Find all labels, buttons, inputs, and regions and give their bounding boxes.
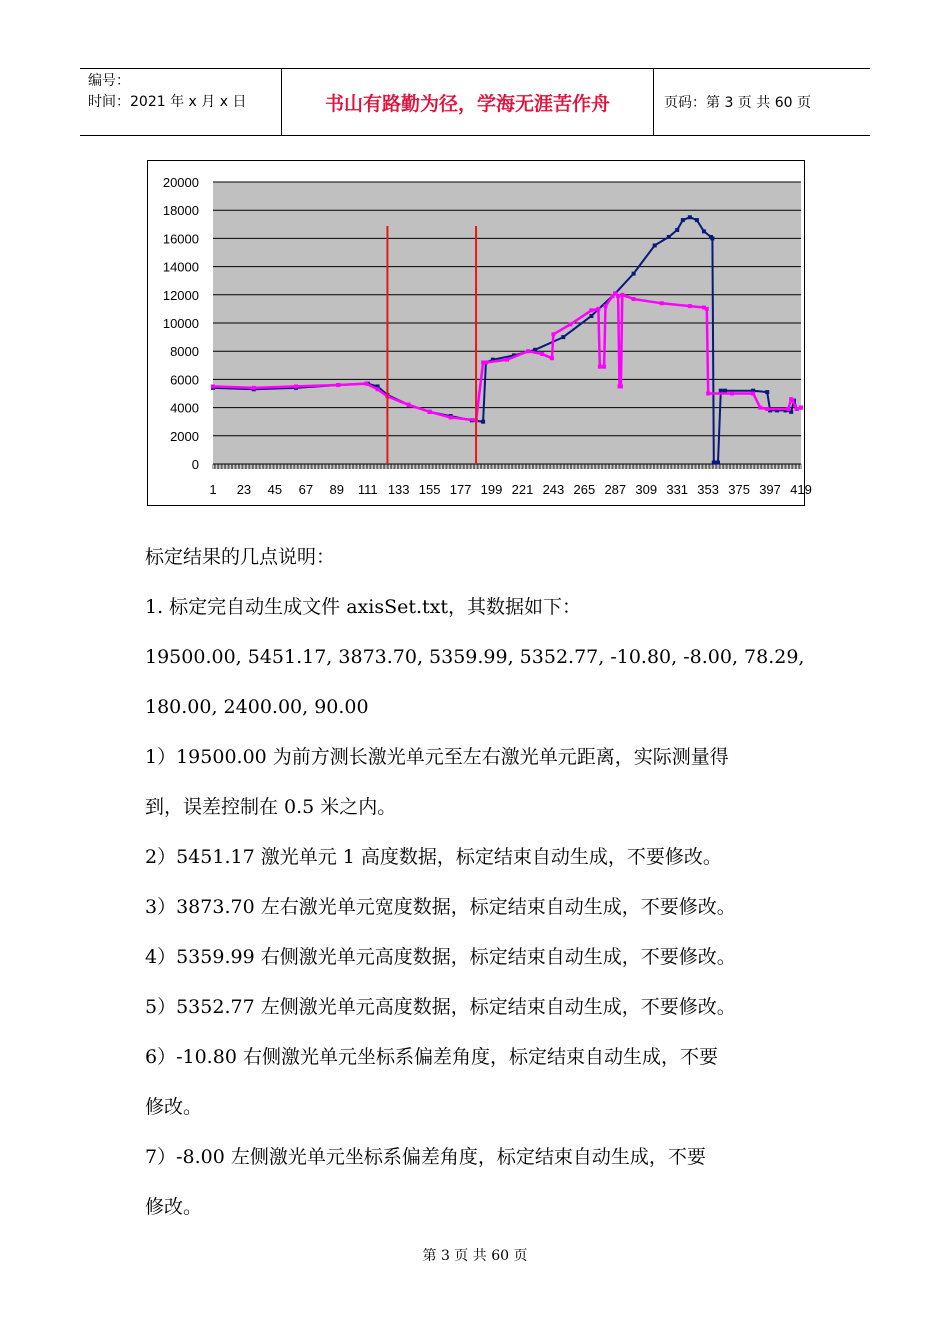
- series-point-1: [765, 390, 769, 394]
- y-tick-label: 0: [191, 457, 199, 472]
- paragraph-item-4: 4）5359.99 右侧激光单元高度数据，标定结束自动生成，不要修改。: [145, 946, 736, 968]
- series-point-1: [653, 243, 657, 247]
- series-point-1: [723, 389, 727, 393]
- series-point-1: [716, 461, 720, 465]
- series-point-2: [603, 304, 607, 308]
- series-point-2: [252, 386, 256, 390]
- paragraph-item-3: 3）3873.70 左右激光单元宽度数据，标定结束自动生成，不要修改。: [145, 896, 736, 918]
- series-point-1: [688, 215, 692, 219]
- x-tick-label: 23: [236, 482, 252, 497]
- series-point-2: [602, 365, 606, 369]
- x-tick-label: 265: [573, 482, 596, 497]
- x-tick-label: 287: [604, 482, 627, 497]
- y-tick-label: 20000: [162, 175, 199, 190]
- series-point-2: [589, 308, 593, 312]
- series-point-2: [616, 294, 620, 298]
- series-point-2: [376, 387, 380, 391]
- paragraph-item-1-cont: 到，误差控制在 0.5 米之内。: [145, 796, 397, 818]
- paragraph-item-5: 5）5352.77 左侧激光单元高度数据，标定结束自动生成，不要修改。: [145, 996, 736, 1018]
- y-tick-label: 8000: [170, 344, 199, 360]
- series-point-2: [449, 415, 453, 419]
- header-meta: [80, 69, 282, 135]
- paragraph-item-6-cont: 修改。: [145, 1096, 203, 1118]
- series-point-2: [751, 392, 755, 396]
- series-point-1: [561, 335, 565, 339]
- y-tick-label: 6000: [170, 372, 199, 388]
- y-tick-label: 16000: [162, 231, 199, 247]
- series-point-1: [675, 228, 679, 232]
- series-point-2: [791, 399, 795, 403]
- paragraph-item-1: 1）19500.00 为前方测长激光单元至左右激光单元距离，实际测量得: [145, 746, 729, 768]
- paragraph-values-1: 19500.00, 5451.17, 3873.70, 5359.99, 5352.77, -10.80, -8.00, 78.29,: [145, 646, 805, 668]
- header-page-info: 页码：第 3 页 共 60 页: [664, 95, 811, 111]
- x-tick-label: 177: [449, 482, 472, 497]
- series-point-2: [568, 322, 572, 326]
- series-point-2: [758, 406, 762, 410]
- y-tick-label: 12000: [162, 287, 199, 303]
- series-point-2: [550, 356, 554, 360]
- series-point-2: [505, 358, 509, 362]
- paragraph-item-2: 2）5451.17 激光单元 1 高度数据，标定结束自动生成，不要修改。: [145, 846, 722, 868]
- series-point-2: [799, 406, 803, 410]
- series-point-2: [428, 410, 432, 414]
- series-point-2: [364, 382, 368, 386]
- series-point-2: [551, 332, 555, 336]
- x-tick-label: 331: [666, 482, 689, 497]
- series-point-2: [795, 407, 799, 411]
- series-point-1: [632, 272, 636, 276]
- x-tick-label: 243: [542, 482, 565, 497]
- y-tick-label: 4000: [170, 400, 199, 416]
- series-point-2: [705, 307, 709, 311]
- x-tick-label: 221: [511, 482, 534, 497]
- x-tick-label: 375: [728, 482, 750, 497]
- series-point-1: [589, 314, 593, 318]
- series-point-2: [620, 293, 624, 297]
- paragraph-item-7-cont: 修改。: [145, 1196, 203, 1218]
- x-axis-ticks: [213, 464, 801, 469]
- paragraph-file: 1. 标定完自动生成文件 axisSet.txt，其数据如下：: [145, 596, 581, 618]
- series-point-2: [294, 384, 298, 388]
- series-point-2: [632, 297, 636, 301]
- x-tick-label: 89: [329, 482, 345, 497]
- y-tick-label: 2000: [170, 428, 199, 444]
- series-point-1: [681, 218, 685, 222]
- series-point-2: [211, 384, 215, 388]
- x-tick-label: 199: [480, 482, 503, 497]
- series-point-2: [596, 307, 600, 311]
- series-point-2: [706, 392, 710, 396]
- y-tick-label: 18000: [162, 203, 199, 219]
- series-point-1: [702, 229, 706, 233]
- series-point-2: [540, 352, 544, 356]
- x-tick-label: 309: [635, 482, 658, 497]
- page-header: [80, 68, 870, 136]
- x-tick-label: 133: [387, 482, 410, 497]
- calibration-chart: [147, 160, 812, 506]
- header-motto: 书山有路勤为径，学海无涯苦作舟: [282, 69, 654, 135]
- paragraph-item-6: 6）-10.80 右侧激光单元坐标系偏差角度，标定结束自动生成，不要: [145, 1046, 718, 1068]
- series-point-2: [765, 407, 769, 411]
- paragraph-intro: 标定结果的几点说明：: [145, 546, 336, 568]
- chart-svg: [148, 161, 812, 505]
- page-footer: 第 3 页 共 60 页: [422, 1248, 528, 1264]
- series-point-2: [730, 392, 734, 396]
- x-tick-label: 353: [697, 482, 720, 497]
- x-tick-label: 45: [267, 482, 283, 497]
- header-date: 时间：2021 年 x 月 x 日: [88, 94, 247, 110]
- series-point-1: [695, 218, 699, 222]
- x-tick-label: 155: [418, 482, 441, 497]
- series-point-2: [786, 407, 790, 411]
- series-point-1: [667, 235, 671, 239]
- series-point-1: [481, 420, 485, 424]
- series-point-2: [619, 384, 623, 388]
- header-number: 编号：: [88, 73, 130, 89]
- series-point-2: [598, 365, 602, 369]
- series-point-2: [660, 301, 664, 305]
- series-point-2: [688, 304, 692, 308]
- x-tick-label: 419: [790, 482, 812, 497]
- x-tick-label: 67: [298, 482, 314, 497]
- paragraph-item-7: 7）-8.00 左侧激光单元坐标系偏差角度，标定结束自动生成，不要: [145, 1146, 706, 1168]
- series-point-2: [407, 403, 411, 407]
- x-tick-label: 397: [759, 482, 781, 497]
- x-tick-label: 1: [209, 482, 217, 497]
- series-point-2: [336, 383, 340, 387]
- x-tick-label: 111: [357, 482, 378, 497]
- paragraph-values-2: 180.00, 2400.00, 90.00: [145, 696, 369, 718]
- series-point-2: [484, 360, 488, 364]
- y-tick-label: 10000: [162, 316, 199, 331]
- y-tick-label: 14000: [162, 259, 199, 275]
- series-point-1: [710, 236, 714, 240]
- series-point-1: [719, 389, 723, 393]
- series-point-2: [526, 349, 530, 353]
